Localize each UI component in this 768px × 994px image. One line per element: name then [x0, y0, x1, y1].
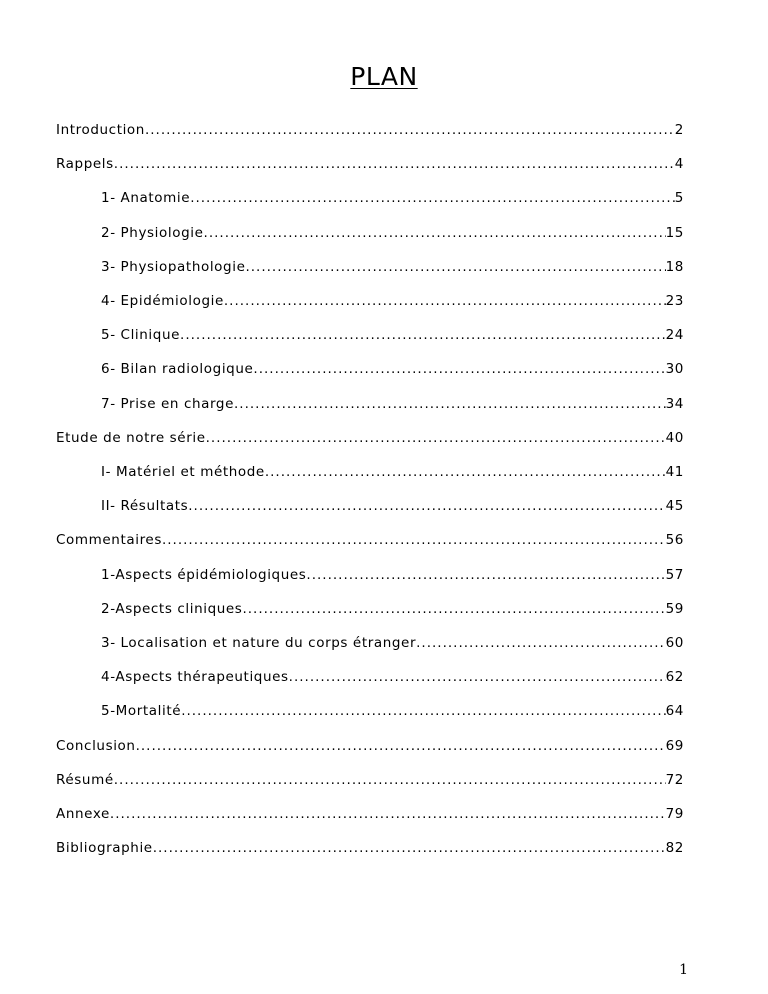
- toc-entry: [56, 430, 684, 450]
- toc-entry: [101, 361, 684, 381]
- toc-entry: [101, 327, 684, 347]
- toc-entry-label: Bibliographie: [56, 840, 153, 856]
- toc-entry-label: 6- Bilan radiologique: [101, 361, 254, 377]
- toc-entry: [101, 567, 684, 587]
- toc-entry: [101, 190, 684, 210]
- toc-entry-page: 24: [665, 327, 684, 343]
- toc-entry-page: 64: [665, 703, 684, 719]
- toc-entry: [101, 498, 684, 518]
- toc-entry-page: 15: [665, 225, 684, 241]
- toc-entry: [101, 259, 684, 279]
- toc-dot-leader: [245, 259, 665, 275]
- toc-entry-page: 4: [674, 156, 684, 172]
- toc-entry-page: 45: [665, 498, 684, 514]
- toc-entry: [101, 464, 684, 484]
- toc-dot-leader: [253, 361, 665, 377]
- toc-dot-leader: [224, 293, 666, 309]
- toc-dot-leader: [162, 532, 666, 548]
- toc-entry-page: 2: [674, 122, 684, 138]
- toc-entry: [101, 635, 684, 655]
- toc-entry-label: 3- Physiopathologie: [101, 259, 246, 275]
- toc-dot-leader: [181, 703, 665, 719]
- toc-entry-label: Rappels: [56, 156, 114, 172]
- toc-entry-label: Introduction: [56, 122, 145, 138]
- toc-entry-label: Etude de notre série: [56, 430, 206, 446]
- toc-entry-page: 69: [665, 738, 684, 754]
- toc-entry-label: 1-Aspects épidémiologiques: [101, 567, 307, 583]
- toc-dot-leader: [190, 190, 675, 206]
- toc-entry: [101, 225, 684, 245]
- toc-entry-page: 40: [665, 430, 684, 446]
- toc-entry-label: 4- Epidémiologie: [101, 293, 224, 309]
- toc-dot-leader: [234, 396, 666, 412]
- toc-entry-page: 23: [665, 293, 684, 309]
- toc-dot-leader: [153, 840, 666, 856]
- toc-entry: [101, 703, 684, 723]
- toc-dot-leader: [204, 225, 666, 241]
- toc-entry-label: 2- Physiologie: [101, 225, 204, 241]
- toc-dot-leader: [110, 806, 666, 822]
- toc-entry-page: 56: [665, 532, 684, 548]
- toc-dot-leader: [306, 567, 665, 583]
- toc-entry-label: 4-Aspects thérapeutiques: [101, 669, 289, 685]
- toc-entry-label: I- Matériel et méthode: [101, 464, 265, 480]
- page-title: PLAN: [350, 62, 418, 91]
- toc-dot-leader: [242, 601, 665, 617]
- toc-entry-page: 79: [665, 806, 684, 822]
- toc-entry-label: 1- Anatomie: [101, 190, 191, 206]
- toc-dot-leader: [206, 430, 666, 446]
- toc-entry-page: 59: [665, 601, 684, 617]
- toc-entry-page: 57: [665, 567, 684, 583]
- toc-entry: [56, 806, 684, 826]
- toc-entry-page: 72: [665, 772, 684, 788]
- toc-dot-leader: [136, 738, 666, 754]
- toc-entry-label: Conclusion: [56, 738, 136, 754]
- toc-entry: [56, 772, 684, 792]
- toc-entry-label: II- Résultats: [101, 498, 189, 514]
- toc-entry-page: 60: [665, 635, 684, 651]
- toc-entry-label: 5- Clinique: [101, 327, 181, 343]
- toc-entry-page: 18: [665, 259, 684, 275]
- toc-entry-page: 62: [665, 669, 684, 685]
- toc-entry-page: 30: [665, 361, 684, 377]
- toc-dot-leader: [188, 498, 665, 514]
- toc-dot-leader: [416, 635, 665, 651]
- toc-dot-leader: [289, 669, 666, 685]
- toc-entry-label: Résumé: [56, 772, 114, 788]
- page-number: 1: [679, 962, 688, 978]
- toc-entry-label: 3- Localisation et nature du corps étranger: [101, 635, 417, 651]
- toc-dot-leader: [145, 122, 675, 138]
- toc-entry: [101, 601, 684, 621]
- toc-entry: [56, 738, 684, 758]
- toc-dot-leader: [114, 156, 675, 172]
- toc-entry: [56, 840, 684, 860]
- toc-entry-page: 41: [665, 464, 684, 480]
- toc-entry-label: 7- Prise en charge: [101, 396, 234, 412]
- toc-entry-page: 34: [665, 396, 684, 412]
- toc-entry-label: Annexe: [56, 806, 110, 822]
- toc-entry: [101, 396, 684, 416]
- toc-entry: [56, 156, 684, 176]
- toc-entry: [56, 122, 684, 142]
- toc-dot-leader: [265, 464, 666, 480]
- toc-entry-label: 5-Mortalité: [101, 703, 182, 719]
- toc-entry-label: 2-Aspects cliniques: [101, 601, 243, 617]
- toc-dot-leader: [114, 772, 666, 788]
- toc-entry-label: Commentaires: [56, 532, 162, 548]
- toc-entry: [101, 293, 684, 313]
- toc-entry: [56, 532, 684, 552]
- toc-entry-page: 5: [674, 190, 684, 206]
- toc-dot-leader: [180, 327, 666, 343]
- toc-entry: [101, 669, 684, 689]
- toc-entry-page: 82: [665, 840, 684, 856]
